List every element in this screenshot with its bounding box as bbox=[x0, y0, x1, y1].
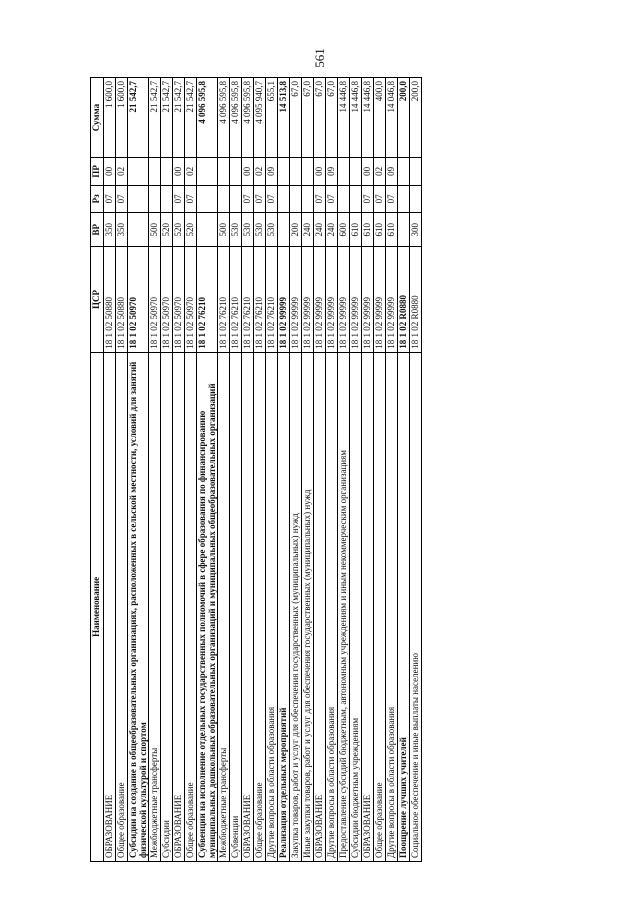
cell-pr bbox=[218, 158, 230, 185]
cell-sum: 21 542,7 bbox=[185, 78, 197, 158]
cell-rz bbox=[338, 185, 350, 212]
rotated-table-container bbox=[90, 77, 552, 862]
cell-name: Общее образование bbox=[185, 352, 197, 861]
table-row bbox=[398, 78, 410, 862]
cell-name: Общее образование bbox=[254, 352, 266, 861]
cell-rz bbox=[398, 185, 410, 212]
cell-sum: 21 542,7 bbox=[128, 78, 149, 158]
cell-rz bbox=[278, 185, 290, 212]
cell-name: Другие вопросы в области образования bbox=[266, 352, 278, 861]
cell-pr bbox=[410, 158, 422, 185]
table-row bbox=[254, 78, 266, 862]
table-row bbox=[230, 78, 242, 862]
cell-pr: 02 bbox=[116, 158, 128, 185]
table-row bbox=[185, 78, 197, 862]
cell-sum: 67,0 bbox=[290, 78, 302, 158]
cell-rz bbox=[218, 185, 230, 212]
cell-pr: 02 bbox=[254, 158, 266, 185]
cell-pr: 09 bbox=[326, 158, 338, 185]
cell-name: Поощрение лучших учителей bbox=[398, 352, 410, 861]
table-row bbox=[374, 78, 386, 862]
cell-vr: 500 bbox=[218, 213, 230, 247]
cell-pr bbox=[350, 158, 362, 185]
cell-sum: 655,1 bbox=[266, 78, 278, 158]
cell-csr: 18 1 02 50970 bbox=[128, 247, 149, 352]
table-row bbox=[218, 78, 230, 862]
cell-pr bbox=[338, 158, 350, 185]
cell-vr: 350 bbox=[104, 213, 116, 247]
cell-pr bbox=[128, 158, 149, 185]
table-row bbox=[338, 78, 350, 862]
cell-csr: 18 1 02 76210 bbox=[197, 247, 218, 352]
cell-csr: 18 1 02 99999 bbox=[314, 247, 326, 352]
cell-sum: 14 513,8 bbox=[278, 78, 290, 158]
cell-vr bbox=[278, 213, 290, 247]
cell-sum: 21 542,7 bbox=[149, 78, 161, 158]
cell-vr: 350 bbox=[116, 213, 128, 247]
cell-sum: 200,0 bbox=[410, 78, 422, 158]
cell-pr: 00 bbox=[362, 158, 374, 185]
cell-pr bbox=[197, 158, 218, 185]
cell-csr: 18 1 02 50970 bbox=[185, 247, 197, 352]
table-row bbox=[116, 78, 128, 862]
cell-sum: 14 046,8 bbox=[386, 78, 398, 158]
cell-rz bbox=[149, 185, 161, 212]
cell-rz bbox=[161, 185, 173, 212]
cell-pr: 00 bbox=[314, 158, 326, 185]
header-sum: Сумма bbox=[91, 78, 104, 158]
cell-rz: 07 bbox=[254, 185, 266, 212]
cell-sum: 14 446,8 bbox=[338, 78, 350, 158]
cell-name: ОБРАЗОВАНИЕ bbox=[173, 352, 185, 861]
cell-sum: 67,0 bbox=[302, 78, 314, 158]
table-row bbox=[266, 78, 278, 862]
cell-rz: 07 bbox=[314, 185, 326, 212]
cell-name: Субвенции bbox=[230, 352, 242, 861]
cell-pr: 00 bbox=[173, 158, 185, 185]
cell-pr bbox=[290, 158, 302, 185]
cell-vr: 530 bbox=[242, 213, 254, 247]
cell-rz: 07 bbox=[326, 185, 338, 212]
cell-csr: 18 1 02 50970 bbox=[173, 247, 185, 352]
cell-csr: 18 1 02 R0880 bbox=[398, 247, 410, 352]
cell-rz bbox=[128, 185, 149, 212]
cell-rz bbox=[230, 185, 242, 212]
cell-name: Другие вопросы в области образования bbox=[326, 352, 338, 861]
cell-name: Социальное обеспечение и иные выплаты населению bbox=[410, 352, 422, 861]
table-row bbox=[128, 78, 149, 862]
cell-pr: 02 bbox=[185, 158, 197, 185]
table-row bbox=[326, 78, 338, 862]
cell-vr: 530 bbox=[230, 213, 242, 247]
budget-table bbox=[90, 77, 422, 862]
cell-csr: 18 1 02 99999 bbox=[338, 247, 350, 352]
cell-sum: 4 095 940,7 bbox=[254, 78, 266, 158]
cell-pr: 02 bbox=[374, 158, 386, 185]
cell-sum: 4 096 595,8 bbox=[242, 78, 254, 158]
cell-name: ОБРАЗОВАНИЕ bbox=[242, 352, 254, 861]
cell-vr: 200 bbox=[290, 213, 302, 247]
table-row bbox=[242, 78, 254, 862]
cell-name: Другие вопросы в области образования bbox=[386, 352, 398, 861]
cell-vr bbox=[197, 213, 218, 247]
page-number: 561 bbox=[312, 48, 327, 68]
cell-vr: 530 bbox=[254, 213, 266, 247]
cell-csr: 18 1 02 99999 bbox=[362, 247, 374, 352]
cell-rz: 07 bbox=[374, 185, 386, 212]
cell-csr: 18 1 02 76210 bbox=[254, 247, 266, 352]
cell-name: Реализация отдельных мероприятий bbox=[278, 352, 290, 861]
cell-pr bbox=[161, 158, 173, 185]
cell-rz: 07 bbox=[116, 185, 128, 212]
cell-rz: 07 bbox=[362, 185, 374, 212]
cell-csr: 18 1 02 99999 bbox=[278, 247, 290, 352]
cell-csr: 18 1 02 76210 bbox=[218, 247, 230, 352]
cell-rz bbox=[350, 185, 362, 212]
header-csr: ЦСР bbox=[91, 247, 104, 352]
cell-pr bbox=[302, 158, 314, 185]
cell-sum: 400,0 bbox=[374, 78, 386, 158]
cell-rz: 07 bbox=[242, 185, 254, 212]
cell-pr bbox=[149, 158, 161, 185]
cell-csr: 18 1 02 99999 bbox=[350, 247, 362, 352]
cell-vr: 610 bbox=[350, 213, 362, 247]
cell-rz: 07 bbox=[173, 185, 185, 212]
table-row bbox=[362, 78, 374, 862]
cell-csr: 18 1 02 50970 bbox=[149, 247, 161, 352]
cell-sum: 4 096 595,8 bbox=[197, 78, 218, 158]
cell-csr: 18 1 02 99999 bbox=[302, 247, 314, 352]
cell-vr: 610 bbox=[374, 213, 386, 247]
table-row bbox=[290, 78, 302, 862]
cell-pr: 09 bbox=[386, 158, 398, 185]
cell-name: Субсидии на создание в общеобразовательных организациях, расположенных в сельской местности, условий для занятий физической культурой и спортом bbox=[128, 352, 149, 861]
cell-csr: 18 1 02 76210 bbox=[242, 247, 254, 352]
cell-rz bbox=[302, 185, 314, 212]
cell-rz: 07 bbox=[185, 185, 197, 212]
cell-csr: 18 1 02 76210 bbox=[230, 247, 242, 352]
cell-name: Закупка товаров, работ и услуг для обеспечения государственных (муниципальных) нужд bbox=[290, 352, 302, 861]
cell-vr: 300 bbox=[410, 213, 422, 247]
cell-csr: 18 1 02 50970 bbox=[161, 247, 173, 352]
cell-rz: 07 bbox=[266, 185, 278, 212]
cell-name: Субсидии bbox=[161, 352, 173, 861]
header-rz: Рз bbox=[91, 185, 104, 212]
header-name: Наименование bbox=[91, 352, 104, 861]
cell-rz bbox=[290, 185, 302, 212]
cell-sum: 1 600,0 bbox=[116, 78, 128, 158]
cell-csr: 18 1 02 99999 bbox=[386, 247, 398, 352]
cell-vr: 240 bbox=[302, 213, 314, 247]
cell-vr: 240 bbox=[314, 213, 326, 247]
cell-csr: 18 1 02 50880 bbox=[104, 247, 116, 352]
cell-name: Иные закупки товаров, работ и услуг для обеспечения государственных (муниципальных) нужд bbox=[302, 352, 314, 861]
cell-vr: 600 bbox=[338, 213, 350, 247]
cell-vr: 500 bbox=[149, 213, 161, 247]
cell-pr: 09 bbox=[266, 158, 278, 185]
cell-pr: 00 bbox=[104, 158, 116, 185]
table-header-row bbox=[91, 78, 104, 862]
cell-rz bbox=[197, 185, 218, 212]
cell-name: Субвенции на исполнение отдельных государственных полномочий в сфере образования по финансированию муниципальных дошкольных образовательных организаций и муниципальных общеобразовательных организаций bbox=[197, 352, 218, 861]
cell-vr: 520 bbox=[173, 213, 185, 247]
cell-vr: 530 bbox=[266, 213, 278, 247]
cell-sum: 21 542,7 bbox=[161, 78, 173, 158]
cell-sum: 14 446,8 bbox=[362, 78, 374, 158]
cell-csr: 18 1 02 99999 bbox=[374, 247, 386, 352]
cell-sum: 1 600,0 bbox=[104, 78, 116, 158]
cell-vr: 240 bbox=[326, 213, 338, 247]
cell-vr: 610 bbox=[362, 213, 374, 247]
table-row bbox=[161, 78, 173, 862]
header-vr: ВР bbox=[91, 213, 104, 247]
cell-csr: 18 1 02 R0880 bbox=[410, 247, 422, 352]
table-row bbox=[278, 78, 290, 862]
cell-name: ОБРАЗОВАНИЕ bbox=[104, 352, 116, 861]
table-row bbox=[173, 78, 185, 862]
cell-vr bbox=[128, 213, 149, 247]
cell-name: Межбюджетные трансферты bbox=[149, 352, 161, 861]
cell-rz: 07 bbox=[386, 185, 398, 212]
cell-pr bbox=[398, 158, 410, 185]
cell-sum: 67,0 bbox=[326, 78, 338, 158]
table-row bbox=[314, 78, 326, 862]
table-body bbox=[104, 78, 422, 862]
cell-sum: 4 096 595,8 bbox=[230, 78, 242, 158]
cell-name: Межбюджетные трансферты bbox=[218, 352, 230, 861]
cell-pr bbox=[278, 158, 290, 185]
cell-vr: 520 bbox=[185, 213, 197, 247]
header-pr: ПР bbox=[91, 158, 104, 185]
cell-name: Субсидии бюджетным учреждениям bbox=[350, 352, 362, 861]
cell-csr: 18 1 02 99999 bbox=[290, 247, 302, 352]
cell-rz: 07 bbox=[104, 185, 116, 212]
cell-sum: 200,0 bbox=[398, 78, 410, 158]
table-row bbox=[386, 78, 398, 862]
cell-vr bbox=[398, 213, 410, 247]
cell-pr: 00 bbox=[242, 158, 254, 185]
cell-name: ОБРАЗОВАНИЕ bbox=[362, 352, 374, 861]
table-row bbox=[197, 78, 218, 862]
cell-csr: 18 1 02 76210 bbox=[266, 247, 278, 352]
cell-rz bbox=[410, 185, 422, 212]
table-row bbox=[350, 78, 362, 862]
cell-sum: 67,0 bbox=[314, 78, 326, 158]
cell-name: ОБРАЗОВАНИЕ bbox=[314, 352, 326, 861]
cell-vr: 520 bbox=[161, 213, 173, 247]
table-row bbox=[104, 78, 116, 862]
table-row bbox=[149, 78, 161, 862]
cell-sum: 14 446,8 bbox=[350, 78, 362, 158]
cell-vr: 610 bbox=[386, 213, 398, 247]
cell-sum: 4 096 595,8 bbox=[218, 78, 230, 158]
cell-name: Общее образование bbox=[374, 352, 386, 861]
cell-sum: 21 542,7 bbox=[173, 78, 185, 158]
cell-pr bbox=[230, 158, 242, 185]
cell-name: Общее образование bbox=[116, 352, 128, 861]
cell-name: Предоставление субсидий бюджетным, автономным учреждениям и иным некоммерческим организациям bbox=[338, 352, 350, 861]
table-row bbox=[302, 78, 314, 862]
cell-csr: 18 1 02 99999 bbox=[326, 247, 338, 352]
table-row bbox=[410, 78, 422, 862]
cell-csr: 18 1 02 50880 bbox=[116, 247, 128, 352]
